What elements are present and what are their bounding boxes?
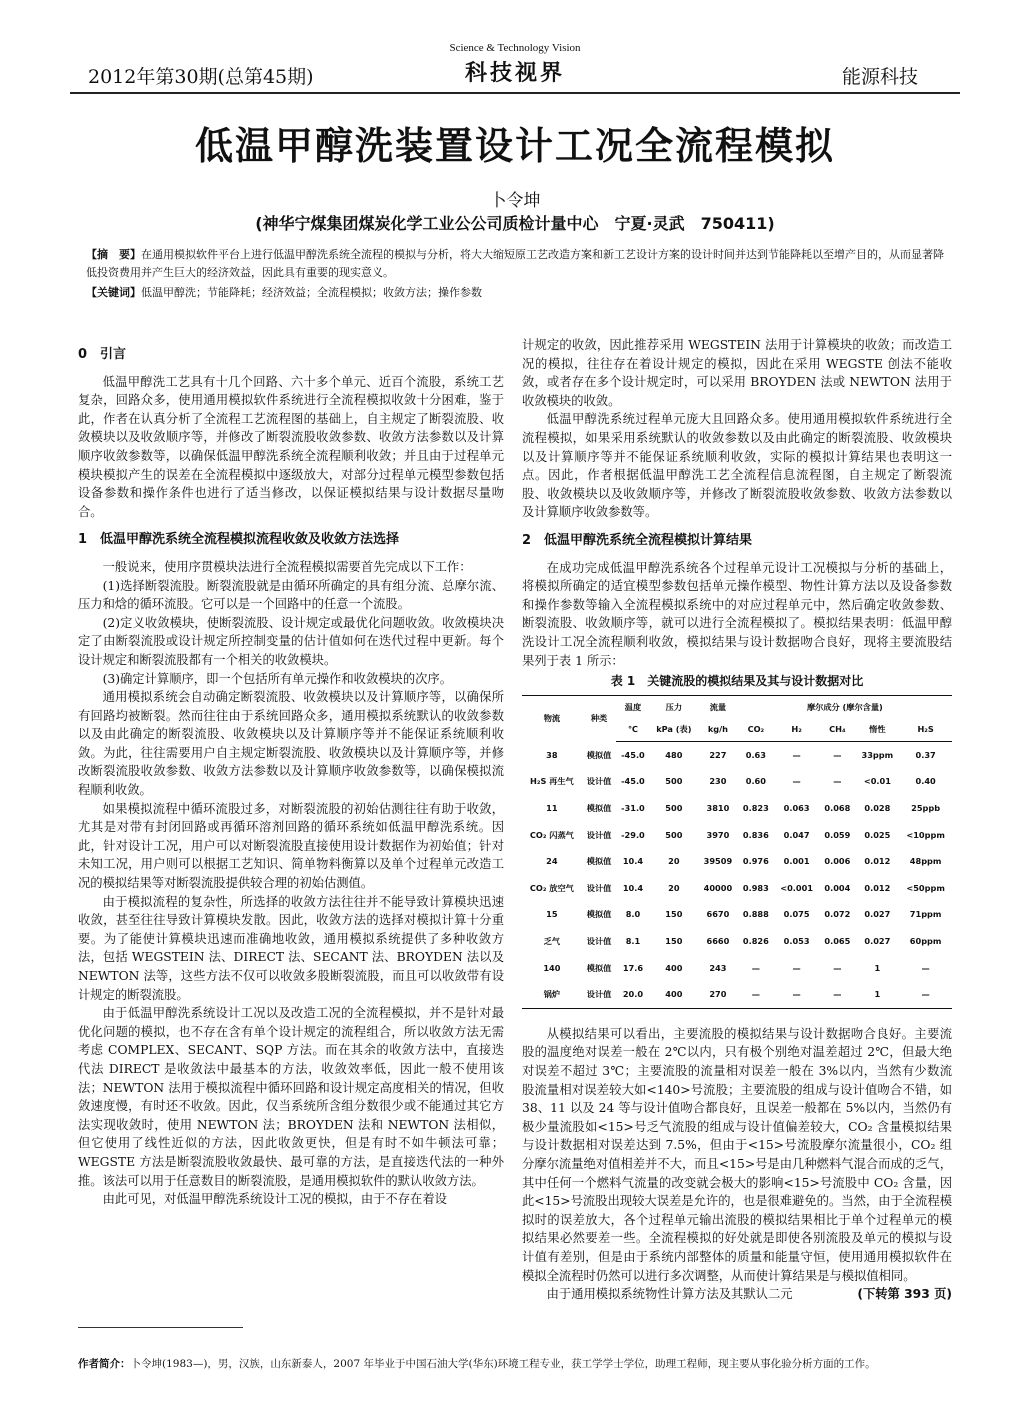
table-cell: 48ppm [909,856,942,867]
th-stream: 物流 [522,695,582,741]
table-cell: 60ppm [909,936,942,947]
table-cell: 480 [665,749,683,760]
affiliation: (神华宁煤集团煤炭化学工业公公司质检计量中心 宁夏·灵武 750411) [255,214,775,233]
table-cell: -29.0 [621,829,645,840]
paragraph: 低温甲醇洗工艺具有十几个回路、六十多个单元、近百个流股，系统工艺复杂，回路众多，使用通用模拟软件系统进行全流程模拟收敛十分困难，鉴于此，作者在认真分析了全流程工艺流程图的基础上，自主规定了断裂流股、收敛模块以及收敛顺序等，并修改了断裂流股收敛参数、收敛方法参数以及计算顺序收敛参数等，以确保低温甲醇洗系统全流程顺利收敛；并且由于过程单元模块模拟产生的误差在全流程模拟中逐级放大，对部分过程单元模型参数包括设备参数和操作条件也进行了适当修改，以保证模拟结果与设计数据尽量吻合。 [78,374,504,519]
th-flow-unit: kg/h [698,718,738,741]
table-cell: 0.63 [745,749,766,760]
table-cell: 24 [546,856,558,867]
table-cell: 20.0 [616,981,649,1008]
table-row [522,822,952,849]
left-column [78,336,504,1209]
table-cell: 1 [855,981,899,1008]
table-cell: 6660 [706,936,730,947]
table-cell: 3970 [706,829,730,840]
table-cell: 设计值 [586,882,612,893]
section-heading-1: 1 低温甲醇洗系统全流程模拟流程收敛及收敛方法选择 [78,532,400,548]
table-cell: 0.836 [742,829,769,840]
table-cell: 17.6 [622,962,644,973]
table-cell: 8.1 [625,936,641,947]
table-cell: 38 [546,749,558,760]
table-cell: — [792,776,801,787]
table-cell: — [921,962,930,973]
table-cell: <10ppm [906,829,945,840]
table-cell: — [899,981,952,1008]
table-cell: 1 [874,962,881,973]
table-cell: — [792,962,801,973]
table-cell: CO₂ 放空气 [529,882,574,893]
table-cell: 150 [665,936,683,947]
table-cell: 400 [665,962,683,973]
paragraph-text: 由于通用模拟系统物性计算方法及其默认二元 [546,1287,793,1302]
paragraph: 由于模拟流程的复杂性，所选择的收敛方法往往并不能导致计算模块迅速收敛，甚至往往导致计算模块发散。因此，收敛方法的选择对模拟计算十分重要。为了能使计算模块迅速而准确地收敛，通用模拟系统提供了多种收敛方法，包括 WEGSTEIN 法、DIRECT 法、SECANT 法、BROYDEN 法以及 NEWTON 法等，这些方法不仅可以收敛多股断裂流股，而且可以收敛带有设计规定的断裂流股。 [78,894,504,1002]
table-cell: 0.072 [824,909,851,920]
table-cell: 设计值 [586,936,612,947]
table-cell: 模拟值 [586,962,612,973]
table-cell: 0.888 [742,909,769,920]
paragraph: (3)确定计算顺序，即一个包括所有单元操作和收敛模块的次序。 [102,671,453,686]
table-cell: 20 [668,856,680,867]
table-cell: 15 [546,909,558,920]
table-cell: — [738,981,774,1008]
table-row [522,741,952,768]
table-cell: — [833,749,842,760]
table-cell: 8.0 [625,909,641,920]
table-cell: 140 [543,962,561,973]
paragraph: 低温甲醇洗系统过程单元庞大且回路众多。使用通用模拟软件系统进行全流程模拟，如果采用系统默认的收敛参数以及由此确定的断裂流股、收敛模块以及计算顺序等并不能保证系统顺利收敛，实际的模拟计算结果也表明这一点。因此，作者根据低温甲醇洗工艺全流程信息流程图，自主规定了断裂流股、收敛模块以及收敛顺序等，并修改了断裂流股收敛参数、收敛方法参数以及计算顺序收敛参数等。 [522,412,952,520]
table-row [522,981,952,1008]
paragraph: 一般说来，使用序贯模块法进行全流程模拟需要首先完成以下工作： [102,559,472,574]
paragraph: 计规定的收敛，因此推荐采用 WEGSTEIN 法用于计算模块的收敛；而改造工况的模拟，往往存在着设计规定的模拟，因此在采用 WEGSTE 创法不能收敛，或者存在多个设计规定时，可以采用 BROYDEN 法或 NEWTON 法用于收敛模块的收敛。 [522,338,952,408]
table-cell: 模拟值 [586,856,612,867]
th-press-unit: kPa (表) [650,718,698,741]
footnote [78,1355,958,1373]
table-cell: 模拟值 [586,803,612,814]
table-cell: 模拟值 [586,909,612,920]
table-cell: 0.063 [783,803,810,814]
table-row [522,955,952,982]
table-row [522,768,952,795]
table-cell: 0.075 [783,909,810,920]
th-h2s: H₂S [899,718,952,741]
table-cell: 设计值 [586,829,612,840]
table-cell: 0.025 [864,829,891,840]
table-cell: <0.001 [780,882,813,893]
table-cell: 400 [650,981,698,1008]
table-row [522,848,952,875]
author: 卜令坤 [489,191,541,211]
table-cell: 230 [709,776,727,787]
table-cell: 设计值 [586,776,612,787]
table-cell: 0.004 [824,882,851,893]
table-row [522,901,952,928]
th-press: 压力 [650,695,698,718]
section-heading-0: 0 引言 [78,347,127,362]
table-cell: 6670 [706,909,730,920]
table-cell: — [819,981,855,1008]
keywords-label: 【关键词】 [86,286,141,299]
table-cell: 150 [665,909,683,920]
table-cell: 20 [668,882,680,893]
table-cell: 设计值 [582,981,617,1008]
continued-note: (下转第 393 页) [857,1287,952,1302]
table-cell: 25ppb [911,803,941,814]
paragraph: 由于低温甲醇洗系统设计工况以及改造工况的全流程模拟，并不是针对最优化问题的模拟，也不存在含有单个设计规定的流程组合，所以收敛方法无需考虑 COMPLEX、SECANT、SQP 方法。而在其余的收敛方法中，直接迭代法 DIRECT 是收敛法中最基本的方法，收敛效率低，因此一般不使用该法；NEWTON 法用于模拟流程中循环回路和设计规定高度相关的情况，但收敛速度慢，有时还不收敛。因此，仅当系统所含组分数很少或不能通过其它方法实现收敛时，使用 NEWTON 法；BROYDEN 法和 NEWTON 法相似，但它使用了线性近似的方法，因此收敛更快，但是有时不如牛顿法可靠；WEGSTE 方法是断裂流股收敛最快、最可靠的方法，是直接迭代法的一种外推。该法可以用于任意数目的断裂流股，是通用模拟软件的默认收敛方法。 [78,1006,504,1188]
table-cell: 10.4 [622,882,644,893]
paragraph: (1)选择断裂流股。断裂流股就是由循环所确定的具有组分流、总摩尔流、压力和焓的循环流股。它可以是一个回路中的任意一个流股。 [78,578,504,612]
table-cell: 270 [698,981,738,1008]
keywords-text: 低温甲醇洗；节能降耗；经济效益；全流程模拟；收敛方法；操作参数 [141,286,482,299]
th-comp: 摩尔成分 (摩尔含量) [738,695,952,718]
paragraph: (2)定义收敛模块，使断裂流股、设计规定或最优化问题收敛。收敛模块决定了由断裂流股或设计规定所控制变量的估计值如何在迭代过程中更新。每个设计规定和断裂流股都有一个相关的收敛模块。 [78,615,504,667]
paragraph-last [522,1285,952,1304]
table-cell: CO₂ 闪蒸气 [529,829,574,840]
footnote-rule [78,1327,243,1328]
table-cell: — [833,962,842,973]
footnote-text: 卜令坤(1983—)，男，汉族，山东新泰人，2007 年毕业于中国石油大学(华东)环境工程专业，获工学学士学位，助理工程师，现主要从事化验分析方面的工作。 [130,1358,876,1370]
table-cell: 0.027 [864,936,891,947]
table-cell: 243 [709,962,727,973]
th-type: 种类 [582,695,617,741]
table-cell: -45.0 [621,749,645,760]
keywords [86,284,950,302]
abstract-text: 在通用模拟软件平台上进行低温甲醇洗系统全流程的模拟与分析，将大大缩短原工艺改造方案和新工艺设计方案的设计时间并达到节能降耗以至增产目的，从而显著降低投资费用并产生巨大的经济效益，因此具有重要的现实意义。 [86,248,944,279]
th-flow: 流量 [698,695,738,718]
table-row [522,928,952,955]
table-cell: 0.823 [742,803,769,814]
table-cell: 500 [665,776,683,787]
table-cell: 3810 [706,803,730,814]
table-cell: 0.068 [824,803,851,814]
table-cell: 0.012 [864,882,891,893]
table-cell: 0.028 [864,803,891,814]
header-rule [70,92,960,94]
table-cell: 0.60 [745,776,766,787]
table-cell: 500 [665,829,683,840]
table-cell: 0.983 [742,882,769,893]
table-cell: <0.01 [863,776,891,787]
header-right: 能源科技 [841,66,918,88]
th-temp: 温度 [616,695,649,718]
table-cell: 0.40 [915,776,936,787]
table-cell: 39509 [703,856,733,867]
table-cell: 71ppm [909,909,942,920]
table-cell: 33ppm [861,749,894,760]
table-cell: — [774,981,819,1008]
journal-name-en: Science & Technology Vision [449,42,581,54]
table-cell: 10.4 [622,856,644,867]
table-cell: — [751,962,760,973]
paragraph: 在成功完成低温甲醇洗系统各个过程单元设计工况模拟与分析的基础上，将模拟所确定的适宜模型参数包括单元操作模型、物性计算方法以及设备参数和操作参数等输入全流程模拟系统中的对应过程单元中，然后确定收敛参数、断裂流股、收敛顺序等，就可以进行全流程模拟了。模拟结果表明：低温甲醇洗设计工况全流程顺利收敛，模拟结果与设计数据吻合良好，现将主要流股结果列于表 1 所示： [522,560,952,668]
table-cell: 0.012 [864,856,891,867]
table-cell: 0.047 [783,829,810,840]
abstract-label: 【摘 要】 [86,248,141,261]
table-cell: 0.826 [742,936,769,947]
table-caption: 表 1 关键流股的模拟结果及其与设计数据对比 [610,674,864,689]
table-cell: -45.0 [621,776,645,787]
table-cell: 模拟值 [586,749,612,760]
table-body [522,741,952,1008]
table-cell: 227 [709,749,727,760]
table-cell: 0.006 [824,856,851,867]
table-cell: 0.976 [742,856,769,867]
table-cell: 0.027 [864,909,891,920]
table-cell: 锅炉 [522,981,582,1008]
footnote-label: 作者简介： [78,1358,131,1370]
table-cell: 11 [546,803,558,814]
table-cell: 0.001 [783,856,810,867]
table-cell: — [792,749,801,760]
table-cell: 0.065 [824,936,851,947]
table-cell: 乏气 [543,936,561,947]
table-cell: 500 [665,803,683,814]
table-cell: 0.053 [783,936,810,947]
table-cell: 0.059 [824,829,851,840]
header-left: 2012年第30期(总第45期) [88,66,314,88]
paragraph: 从模拟结果可以看出，主要流股的模拟结果与设计数据吻合良好。主要流股的温度绝对误差一般在 2℃以内，只有极个别绝对温差超过 2℃，但最大绝对误差不超过 3℃；主要流股的流量相对误差一般在 3%以内，当然有少数流股流量相对误差较大如<140>号流股；主要流股的组成与设计值吻合不错，如 38、11 以及 24 等与设计值吻合都良好，且误差一般都在 5%以内，当然仍有极少量流股如<15>号乏气流股的组成与设计值偏差较大，CO₂ 含量模拟结果与设计数据相对误差达到 7.5%，但由于<15>号流股摩尔流量很小，CO₂ 组分摩尔流量绝对值相差并不大，而且<15>号是由几种燃料气混合而成的乏气，其中任何一个燃料气流量的改变就会极大的影响<15>号流股中 CO₂ 含量，因此<15>号流股出现较大误差是允许的，也是很难避免的。当然，由于全流程模拟时的误差放大，各个过程单元输出流股的模拟结果相比于单个过程单元的模拟结果必然要差一些。全流程模拟的好处就是即使各别流股及单元的模拟与设计值有差别，但是由于系统内部整体的质量和能量守恒，使用通用模拟软件在模拟全流程时仍然可以进行多次调整，从而使计算结果是与模拟值相同。 [522,1026,952,1283]
table-cell: <50ppm [906,882,945,893]
right-column [522,336,952,1304]
section-heading-2: 2 低温甲醇洗系统全流程模拟计算结果 [522,532,753,548]
th-ch4: CH₄ [819,718,855,741]
paragraph: 通用模拟系统会自动确定断裂流股、收敛模块以及计算顺序等，以确保所有回路均被断裂。然而往往由于系统回路众多，通用模拟系统默认的收敛参数以及由此确定的断裂流股、收敛模块以及计算顺序等并不能保证系统顺利收敛。为此，往往需要用户自主规定断裂流股、收敛模块以及计算顺序等，并修改断裂流股收敛参数、收敛方法参数以及计算顺序收敛参数等，以确保模拟流程顺利收敛。 [78,690,504,798]
table-cell: 0.37 [915,749,936,760]
th-co2: CO₂ [738,718,774,741]
th-temp-unit: ℃ [616,718,649,741]
th-other: 惰性 [855,718,899,741]
table-row [522,795,952,822]
article-title: 低温甲醇洗装置设计工况全流程模拟 [194,123,835,168]
results-table [522,695,952,1009]
table-cell: — [833,776,842,787]
th-h2: H₂ [774,718,819,741]
journal-name-cn: 科技视界 [464,60,565,86]
abstract-block [86,246,950,302]
abstract [86,246,950,282]
table-cell: 40000 [703,882,733,893]
table-row [522,875,952,902]
table-cell: -31.0 [621,803,645,814]
paragraph: 如果模拟流程中循环流股过多，对断裂流股的初始估测往往有助于收敛，尤其是对带有封闭回路或再循环溶剂回路的循环系统如低温甲醇洗系统。因此，针对设计工况，用户可以对断裂流股直接使用设计数据作为初始值；针对未知工况，用户则可以根据工艺知识、简单物料衡算以及单个过程单元改造工况的模拟结果等对断裂流股提供较合理的初始估测值。 [78,801,504,891]
table-cell: H₂S 再生气 [530,776,574,787]
paragraph: 由此可见，对低温甲醇洗系统设计工况的模拟，由于不存在着设 [102,1192,447,1207]
